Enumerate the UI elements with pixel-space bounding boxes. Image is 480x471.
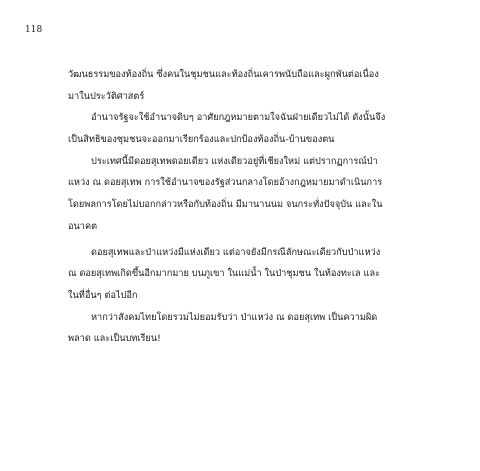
text-line: อำนาจรัฐจะใช้อำนาจดิบๆ อาศัยกฎหมายตามใจฉันฝ่ายเดียวไม่ได้ ดังนั้นจึง [91,112,386,124]
text-line: ดอยสุเทพและป่าแหว่งมีแห่งเดียว แต่อาจยังมีกรณีลักษณะเดียวกับป่าแหว่ง [91,246,381,258]
body-text [68,64,438,350]
text-line: โดยพลการโดยไม่บอกกล่าวหรือกับท้องถิ่น มีมานานนม จนกระทั่งปัจจุบัน และใน [68,199,383,211]
text-line: วัฒนธรรมของท้องถิ่น ซึ่งคนในชุมชนและท้องถิ่นเคารพนับถือและผูกพันต่อเนื่อง [68,69,379,80]
text-line: ณ ดอยสุเทพเกิดขึ้นอีกมากมาย บนภูเขา ในแม่น้ำ ในป่าชุมชน ในท้องทะเล และ [68,268,381,280]
text-line: ในที่อื่นๆ ต่อไปอีก [68,289,138,301]
text-line: หากว่าสังคมไทยโดยรวมไม่ยอมรับว่า ป่าแหว่ง ณ ดอยสุเทพ เป็นความผิด [91,311,378,323]
text-line: พลาด และเป็นบทเรียน! [68,333,161,345]
text-line: แหว่ง ณ ดอยสุเทพ การใช้อำนาจของรัฐส่วนกลางโดยอ้างกฎหมายมาดำเนินการ [68,177,383,189]
text-line: มาในประวัติศาสตร์ [68,90,145,102]
text-line: เป็นสิทธิของชุมชนจะออกมาเรียกร้องและปกป้องท้องถิ่น-บ้านของตน [68,134,335,146]
text-line: อนาคต [68,220,98,232]
page-number: 118 [25,25,43,35]
text-line: ประเทศนี้มีดอยสุเทพดอยเดียว แห่งเดียวอยู่ที่เชียงใหม่ แต่ปรากฏการณ์ป่า [91,155,378,167]
